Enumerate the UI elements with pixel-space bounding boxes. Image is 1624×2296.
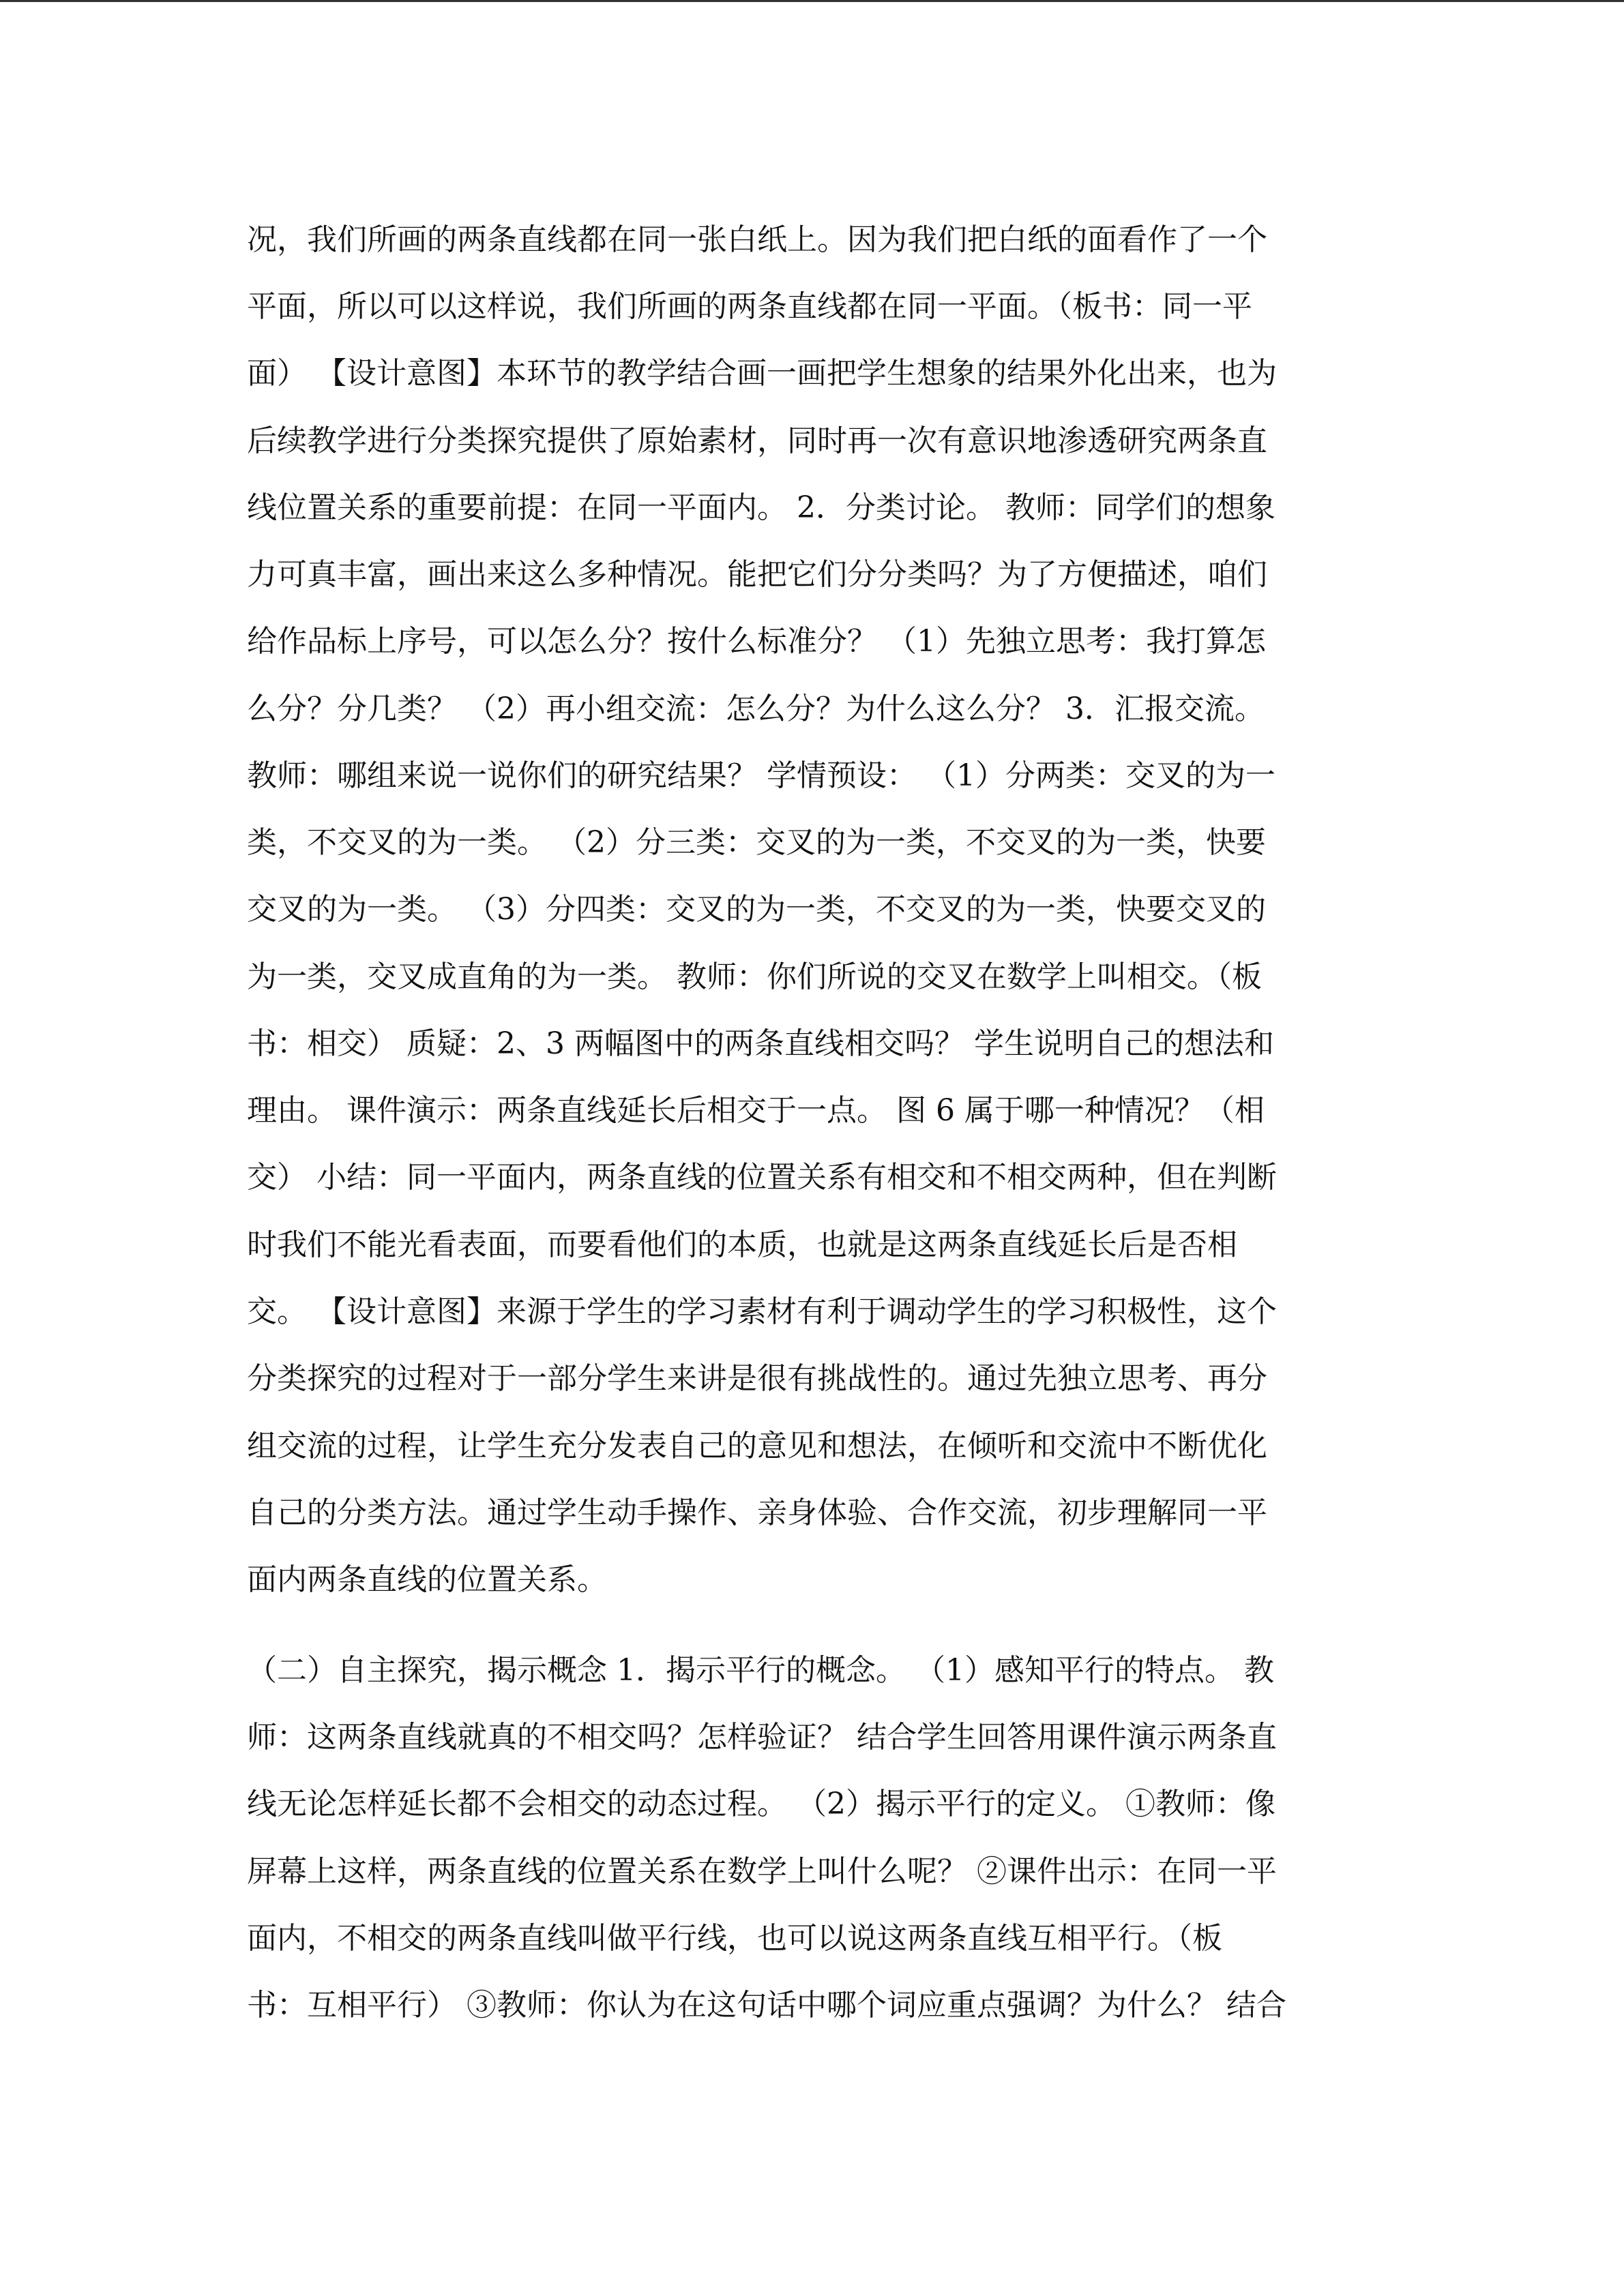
text-line: 交。 【设计意图】来源于学生的学习素材有利于调动学生的学习积极性，这个 bbox=[247, 1294, 1277, 1329]
text-line: 自己的分类方法。通过学生动手操作、亲身体验、合作交流，初步理解同一平 bbox=[247, 1495, 1267, 1530]
text-line: 分类探究的过程对于一部分学生来讲是很有挑战性的。通过先独立思考、再分 bbox=[247, 1361, 1267, 1396]
text-line: 为一类，交叉成直角的为一类。 教师：你们所说的交叉在数学上叫相交。（板 bbox=[247, 959, 1262, 994]
text-line: 组交流的过程，让学生充分发表自己的意见和想法，在倾听和交流中不断优化 bbox=[247, 1429, 1267, 1463]
text-line: 线位置关系的重要前提：在同一平面内。 2．分类讨论。 教师：同学们的想象 bbox=[247, 490, 1275, 525]
page-top-border bbox=[0, 0, 1624, 2]
text-line: 况，我们所画的两条直线都在同一张白纸上。因为我们把白纸的面看作了一个 bbox=[247, 222, 1267, 257]
text-line: 么分？分几类？ （2）再小组交流：怎么分？为什么这么分？ 3．汇报交流。 bbox=[247, 691, 1265, 726]
text-line: 线无论怎样延长都不会相交的动态过程。 （2）揭示平行的定义。 ①教师：像 bbox=[247, 1787, 1275, 1821]
text-line: 面内两条直线的位置关系。 bbox=[247, 1562, 607, 1597]
text-line: （二）自主探究，揭示概念 1．揭示平行的概念。 （1）感知平行的特点。 教 bbox=[247, 1653, 1274, 1688]
text-line: 给作品标上序号，可以怎么分？按什么标准分？ （1）先独立思考：我打算怎 bbox=[247, 624, 1266, 659]
text-line: 交） 小结：同一平面内，两条直线的位置关系有相交和不相交两种，但在判断 bbox=[247, 1160, 1277, 1195]
text-line: 理由。 课件演示：两条直线延长后相交于一点。 图 6 属于哪一种情况？（相 bbox=[247, 1093, 1265, 1128]
text-line: 书：互相平行） ③教师：你认为在这句话中哪个词应重点强调？为什么？ 结合 bbox=[247, 1988, 1286, 2023]
text-line: 平面，所以可以这样说，我们所画的两条直线都在同一平面。（板书：同一平 bbox=[247, 289, 1252, 324]
text-line: 屏幕上这样，两条直线的位置关系在数学上叫什么呢？ ②课件出示：在同一平 bbox=[247, 1854, 1277, 1889]
text-line: 交叉的为一类。 （3）分四类：交叉的为一类，不交叉的为一类，快要交叉的 bbox=[247, 892, 1266, 927]
text-line: 教师：哪组来说一说你们的研究结果？ 学情预设： （1）分两类：交叉的为一 bbox=[247, 758, 1275, 793]
text-line: 书：相交） 质疑：2、3 两幅图中的两条直线相交吗？ 学生说明自己的想法和 bbox=[247, 1026, 1274, 1061]
text-line: 力可真丰富，画出来这么多种情况。能把它们分分类吗？为了方便描述，咱们 bbox=[247, 557, 1267, 592]
text-line: 时我们不能光看表面，而要看他们的本质，也就是这两条直线延长后是否相 bbox=[247, 1227, 1237, 1262]
text-line: 后续教学进行分类探究提供了原始素材，同时再一次有意识地渗透研究两条直 bbox=[247, 423, 1267, 458]
text-line: 类，不交叉的为一类。 （2）分三类：交叉的为一类，不交叉的为一类，快要 bbox=[247, 825, 1266, 860]
text-line: 师：这两条直线就真的不相交吗？怎样验证？ 结合学生回答用课件演示两条直 bbox=[247, 1720, 1277, 1755]
text-line: 面内，不相交的两条直线叫做平行线，也可以说这两条直线互相平行。（板 bbox=[247, 1921, 1222, 1956]
text-line: 面） 【设计意图】本环节的教学结合画一画把学生想象的结果外化出来，也为 bbox=[247, 356, 1277, 391]
